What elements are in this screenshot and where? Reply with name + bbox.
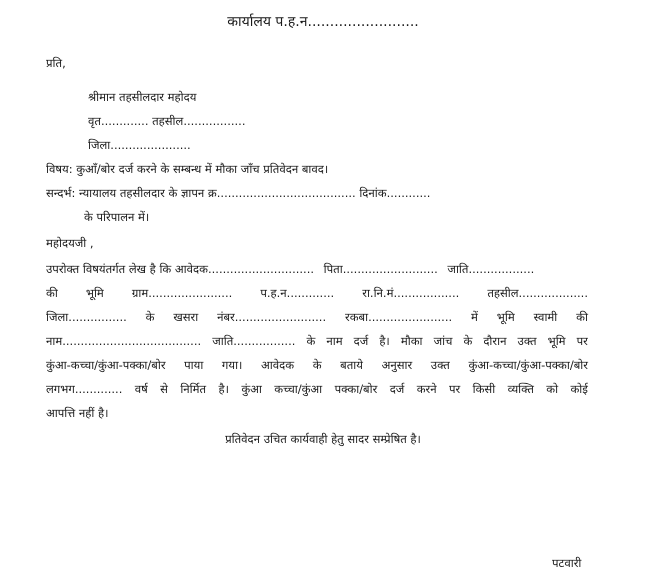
district-line: जिला......................: [88, 138, 191, 152]
body-word: कोई: [570, 382, 588, 396]
reference-line: सन्दर्भ: न्यायालय तहसीलदार के ज्ञापन क्र...................................... दिनांक............: [46, 186, 431, 200]
body-word: भूमि: [496, 310, 515, 324]
closing-statement: प्रतिवेदन उचित कार्यवाही हेतु सादर सम्प्रेषित है।: [225, 432, 421, 446]
circle-tehsil-line: वृत............. तहसील.................: [88, 114, 246, 128]
body-word: स्वामी: [533, 310, 558, 324]
body-word: कच्चा/कुंआ: [274, 382, 323, 396]
body-word: ग्राम.......................: [131, 286, 233, 300]
body-word: दर्ज: [353, 334, 369, 348]
body-word: की: [576, 310, 588, 324]
body-word: निर्मित: [180, 382, 207, 396]
body-word: को: [546, 382, 559, 396]
body-word: बताये: [340, 358, 363, 372]
caste-field: जाति..................: [447, 262, 535, 276]
body-word: जिला................: [46, 310, 127, 324]
body-word: प.ह.न.............: [260, 286, 335, 300]
body-word: जांच: [433, 334, 453, 348]
body-word: के: [312, 358, 322, 372]
body-word: से: [160, 382, 168, 396]
subject-line: विषय: कुआँ/बोर दर्ज करने के सम्बन्ध में मौका जाँच प्रतिवेदन बावद।: [46, 162, 329, 176]
body-word: मौका: [400, 334, 423, 348]
body-word: रकबा.......................: [344, 310, 453, 324]
body-word: व्यक्ति: [507, 382, 534, 396]
body-word: तहसील...................: [487, 286, 588, 300]
body-word: पर: [576, 334, 588, 348]
body-word: नंबर.........................: [217, 310, 327, 324]
body-word: के: [145, 310, 155, 324]
body-word: पक्का/बोर: [334, 382, 378, 396]
body-word: के: [463, 334, 473, 348]
office-title: कार्यालय प.ह.न.........................: [227, 14, 419, 30]
salutation: महोदयजी ,: [46, 236, 94, 250]
body-word: किसी: [472, 382, 496, 396]
body-word: उक्त: [517, 334, 537, 348]
reference-compliance-line: के परिपालन में।: [84, 210, 150, 224]
body-line-1: [46, 262, 534, 277]
body-word: पाया: [184, 358, 204, 372]
body-word: उक्त: [430, 358, 450, 372]
addressee-line: श्रीमान तहसीलदार महोदय: [88, 90, 197, 104]
body-word: के: [306, 334, 316, 348]
father-field: पिता..........................: [323, 262, 438, 276]
body-word: वर्ष: [134, 382, 148, 396]
body-word: में: [471, 310, 478, 324]
body-word: करने: [416, 382, 437, 396]
body-word: रा.नि.मं..................: [362, 286, 460, 300]
body-word: भूमि: [85, 286, 104, 300]
body-word: लगभग.............: [46, 382, 123, 396]
signature-patwari: पटवारी: [552, 556, 582, 570]
body-line-6: [46, 382, 588, 397]
body-word: है।: [218, 382, 229, 396]
body-word: कुंआ-कच्चा/कुंआ-पक्का/बोर: [46, 358, 166, 372]
body-line-4: [46, 334, 588, 349]
body-word: नाम......................................: [46, 334, 202, 348]
body-line-5: [46, 358, 588, 373]
body-word: खसरा: [173, 310, 199, 324]
body-word: कुंआ-कच्चा/कुंआ-पक्का/बोर: [468, 358, 588, 372]
body-word: अनुसार: [381, 358, 413, 372]
prati-label: प्रति,: [46, 56, 66, 70]
body-word: दौरान: [483, 334, 507, 348]
body-word: की: [46, 286, 58, 300]
body-line-7: आपत्ति नहीं है।: [46, 406, 109, 420]
body-word: जाति.................: [212, 334, 296, 348]
body-word: पर: [449, 382, 461, 396]
body-line-2: [46, 286, 588, 301]
body-word: नाम: [326, 334, 343, 348]
body-word: है।: [379, 334, 390, 348]
body-word: गया।: [221, 358, 243, 372]
body-word: दर्ज: [389, 382, 405, 396]
body-word: भूमि: [547, 334, 566, 348]
body-line-3: [46, 310, 588, 325]
body-word: आवेदक: [261, 358, 295, 372]
body-word: कुंआ: [241, 382, 262, 396]
applicant-field: उपरोक्त विषयंतर्गत लेख है कि आवेदक.............................: [46, 262, 315, 276]
